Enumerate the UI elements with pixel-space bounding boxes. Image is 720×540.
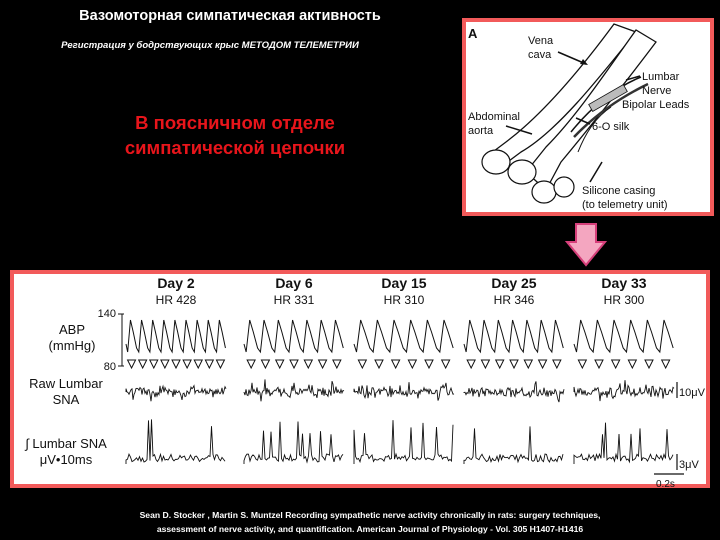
hr-label: HR 310 — [383, 293, 425, 307]
hr-label: HR 428 — [155, 293, 197, 307]
burst-marker — [408, 360, 416, 368]
citation-line2: assessment of nerve activity, and quantification. American Journal of Physiology - Vol. 305 H1407-H1416 — [156, 524, 584, 534]
integrated-sna-trace — [464, 426, 563, 464]
label-aorta-2: aorta — [468, 125, 494, 137]
burst-marker — [247, 360, 255, 368]
vessel-cross-section-4 — [554, 177, 574, 197]
burst-marker — [481, 360, 489, 368]
raw-sna-trace — [244, 379, 344, 401]
integrated-sna-trace — [574, 423, 673, 464]
day-label: Day 15 — [381, 275, 427, 291]
label-silicone-2: (to telemetry unit) — [582, 199, 668, 211]
integrated-sna-trace — [244, 422, 343, 464]
time-scale-label: 0.2s — [656, 479, 675, 490]
row-label-int-2: μV•10ms — [39, 452, 93, 467]
day-label: Day 2 — [157, 275, 195, 291]
hr-label: HR 331 — [273, 293, 315, 307]
integrated-sna-trace — [126, 419, 225, 464]
burst-marker — [628, 360, 636, 368]
burst-marker — [183, 360, 191, 368]
recording-traces — [14, 274, 706, 490]
burst-marker — [578, 360, 586, 368]
burst-marker — [442, 360, 450, 368]
burst-marker — [172, 360, 180, 368]
y-tick-bottom: 80 — [103, 361, 116, 373]
burst-marker — [595, 360, 603, 368]
burst-marker — [392, 360, 400, 368]
anatomy-drawing — [466, 22, 710, 212]
burst-marker — [304, 360, 312, 368]
burst-marker — [150, 360, 158, 368]
label-silk: 6-O silk — [592, 121, 630, 133]
burst-marker — [194, 360, 202, 368]
burst-marker — [553, 360, 561, 368]
burst-marker — [261, 360, 269, 368]
page-title: Вазомоторная симпатическая активность — [79, 8, 381, 24]
burst-marker — [358, 360, 366, 368]
burst-marker — [139, 360, 147, 368]
citation — [60, 508, 680, 536]
abp-trace — [464, 320, 563, 352]
raw-sna-trace — [354, 382, 454, 400]
day-label: Day 25 — [491, 275, 537, 291]
burst-marker — [496, 360, 504, 368]
hr-label: HR 300 — [603, 293, 645, 307]
int-scale-label: 3μV — [679, 459, 699, 471]
location-note — [80, 110, 390, 160]
abp-trace — [574, 320, 673, 352]
burst-marker — [216, 360, 224, 368]
label-lumbar-2: Nerve — [642, 85, 672, 97]
label-vena-1: Vena — [528, 35, 554, 47]
abp-trace — [354, 320, 453, 352]
burst-marker — [205, 360, 213, 368]
row-label-abp: ABP — [58, 322, 86, 337]
raw-sna-trace — [464, 381, 564, 402]
location-note-line1: В поясничном отделе — [135, 112, 335, 133]
day-label: Day 33 — [601, 275, 647, 291]
page-subtitle: Регистрация у бодрствующих крыс МЕТОДОМ ТЕЛЕМЕТРИИ — [61, 40, 359, 51]
burst-marker — [161, 360, 169, 368]
citation-line1: Sean D. Stocker , Martin S. Muntzel Recording sympathetic nerve activity chronically in rats: surgery techniques, — [139, 510, 601, 520]
label-silicone-1: Silicone casing — [582, 185, 656, 197]
vessel-cross-section-2 — [508, 160, 536, 184]
row-label-abp-unit: (mmHg) — [48, 338, 96, 353]
label-lumbar-1: Lumbar — [642, 71, 680, 83]
row-label-int-1: ∫ Lumbar SNA — [25, 436, 107, 451]
abp-trace — [244, 320, 343, 352]
burst-marker — [319, 360, 327, 368]
burst-marker — [662, 360, 670, 368]
label-bipolar: Bipolar Leads — [622, 99, 690, 111]
pointer-arrow-silicone — [590, 162, 602, 182]
y-tick-top: 140 — [97, 308, 116, 320]
recording-panel — [10, 270, 710, 488]
burst-marker — [290, 360, 298, 368]
burst-marker — [375, 360, 383, 368]
label-vena-2: cava — [528, 49, 552, 61]
row-label-raw-1: Raw Lumbar — [29, 376, 103, 391]
integrated-sna-trace — [354, 420, 453, 464]
burst-marker — [128, 360, 136, 368]
burst-marker — [425, 360, 433, 368]
burst-marker — [333, 360, 341, 368]
burst-marker — [276, 360, 284, 368]
burst-marker — [510, 360, 518, 368]
raw-scale-label: 10μV — [679, 387, 705, 399]
raw-sna-trace — [574, 380, 674, 401]
burst-marker — [539, 360, 547, 368]
burst-marker — [524, 360, 532, 368]
vessel-cross-section-1 — [482, 150, 510, 174]
anatomy-diagram — [462, 18, 714, 216]
row-label-raw-2: SNA — [52, 392, 80, 407]
hr-label: HR 346 — [493, 293, 535, 307]
location-note-line2: симпатической цепочки — [124, 137, 346, 158]
day-label: Day 6 — [275, 275, 313, 291]
label-aorta-1: Abdominal — [468, 111, 520, 123]
burst-marker — [612, 360, 620, 368]
vessel-cross-section-3 — [532, 181, 556, 203]
abp-trace — [126, 320, 225, 352]
panel-label: A — [468, 26, 478, 41]
down-arrow-icon — [566, 224, 606, 266]
burst-marker — [645, 360, 653, 368]
raw-sna-trace — [126, 386, 226, 402]
burst-marker — [467, 360, 475, 368]
